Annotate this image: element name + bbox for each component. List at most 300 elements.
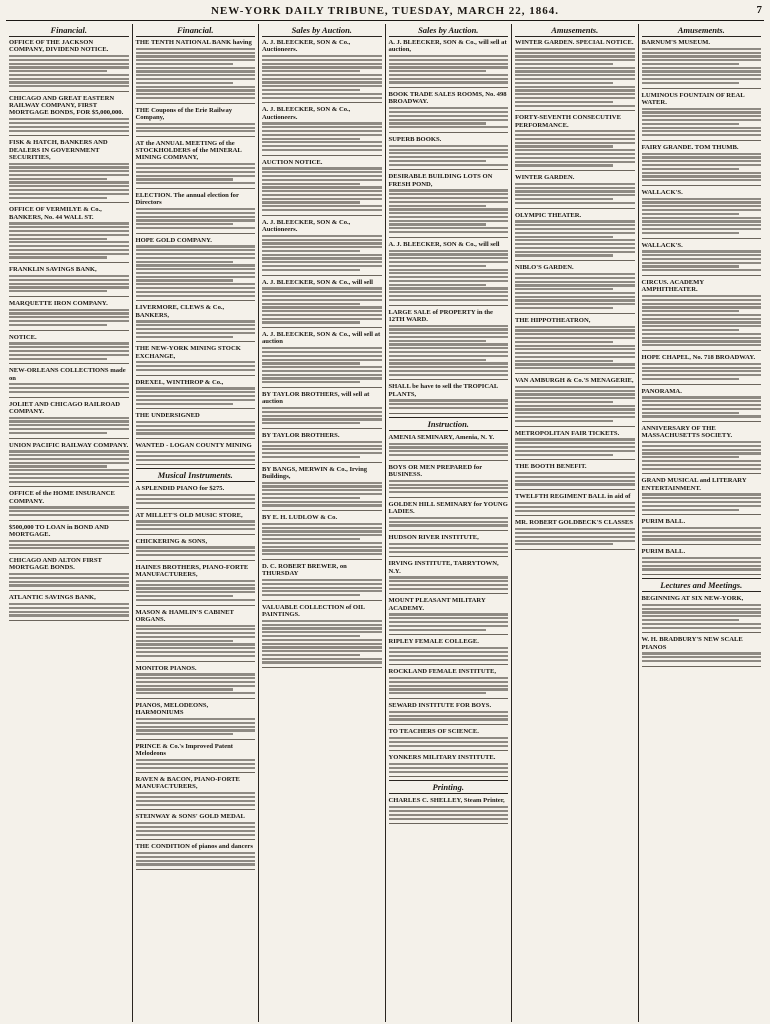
section-subheading: Printing. <box>389 780 509 794</box>
text-line <box>389 613 509 615</box>
column-3 <box>259 24 386 1022</box>
text-line <box>515 438 635 440</box>
text-line <box>642 160 762 162</box>
advertisement-title: PANORAMA. <box>641 387 682 395</box>
text-line <box>136 520 256 522</box>
text-line <box>262 126 382 128</box>
text-line <box>389 711 509 713</box>
text-line <box>262 261 382 263</box>
advertisement-block <box>642 425 762 474</box>
text-line <box>262 306 382 308</box>
text-line <box>9 391 129 393</box>
advertisement-title: THE UNDERSIGNED <box>135 412 200 420</box>
advertisement-body-text <box>642 198 762 234</box>
advertisement-title: MASON & HAMLIN'S CABINET ORGANS. <box>135 608 234 623</box>
text-line <box>136 283 256 285</box>
advertisement-block <box>262 159 382 216</box>
text-line <box>262 201 360 203</box>
advertisement-title: A. J. BLEECKER, SON & Co., will sell at auction <box>262 331 381 346</box>
advertisement-title: A. J. BLEECKER, SON & Co., Auctioneers. <box>262 39 351 54</box>
advertisement-title: ATLANTIC SAVINGS BANK, <box>9 594 96 602</box>
advertisement-title: RAVEN & BACON, PIANO-FORTE MANUFACTURERS, <box>135 776 240 791</box>
text-line <box>136 800 256 802</box>
advertisement-body-text <box>642 108 762 137</box>
text-line <box>262 55 382 57</box>
text-line <box>262 489 382 491</box>
advertisement-body-text <box>389 647 509 661</box>
advertisement-body-text <box>389 250 509 301</box>
text-line <box>9 607 129 609</box>
advertisement-body-text <box>642 48 762 84</box>
text-line <box>642 262 762 264</box>
text-line <box>262 407 382 409</box>
text-line <box>389 629 487 631</box>
text-line <box>9 514 129 516</box>
text-line <box>642 374 762 376</box>
advertisement-title: BARNUM'S MUSEUM. <box>641 39 711 46</box>
text-line <box>9 603 129 605</box>
text-line <box>136 216 256 218</box>
text-line <box>9 290 107 292</box>
text-line <box>642 153 762 155</box>
advertisement-block <box>515 377 635 427</box>
advertisement-title: LIVERMORE, CLEWS & Co., BANKERS, <box>135 304 225 319</box>
advertisement-body-text <box>136 520 256 530</box>
advertisement-title: THE TENTH NATIONAL BANK having <box>135 39 252 46</box>
text-line <box>642 201 762 203</box>
text-line <box>262 63 382 65</box>
text-line <box>515 97 635 99</box>
text-line <box>262 66 382 68</box>
text-line <box>262 631 382 633</box>
advertisement-title: CIRCUS. ACADEMY AMPHITHEATER. <box>641 279 704 294</box>
advertisement-block <box>515 519 635 550</box>
text-line <box>136 399 256 401</box>
text-line <box>136 219 256 221</box>
advertisement-block <box>389 702 509 725</box>
text-line <box>389 220 509 222</box>
advertisement-block <box>136 412 256 439</box>
text-line <box>389 366 509 368</box>
text-line <box>262 452 382 454</box>
text-line <box>9 320 129 322</box>
text-line <box>389 763 509 765</box>
text-line <box>642 468 762 470</box>
text-line <box>9 241 129 243</box>
text-line <box>262 546 382 548</box>
text-line <box>389 443 509 445</box>
text-line <box>642 660 762 662</box>
text-line <box>642 209 762 211</box>
advertisement-title: AMENIA SEMINARY, Amenia, N. Y. <box>388 433 495 441</box>
text-line <box>515 352 635 354</box>
advertisement-body-text <box>389 543 509 553</box>
text-line <box>515 70 635 72</box>
text-line <box>9 189 129 191</box>
advertisement-block <box>136 379 256 410</box>
text-line <box>136 182 256 184</box>
text-line <box>136 123 256 125</box>
advertisement-block <box>389 728 509 751</box>
advertisement-block <box>389 136 509 170</box>
text-line <box>515 247 635 249</box>
text-line <box>136 856 256 858</box>
text-line <box>515 405 635 407</box>
text-line <box>262 186 382 188</box>
text-line <box>515 220 635 222</box>
advertisement-block <box>389 560 509 594</box>
advertisement-body-text <box>262 482 382 507</box>
text-line <box>515 284 635 286</box>
advertisement-body-text <box>642 441 762 470</box>
text-line <box>642 205 762 207</box>
advertisement-body-text <box>262 579 382 596</box>
text-line <box>642 656 762 658</box>
text-line <box>642 232 740 234</box>
advertisement-title: D. C. ROBERT BREWER, on THURSDAY <box>262 562 347 578</box>
text-line <box>389 55 509 57</box>
advertisement-title: BY TAYLOR BROTHERS, will sell at auction <box>262 391 370 406</box>
advertisement-body-text <box>515 386 635 422</box>
text-line <box>262 497 360 499</box>
text-line <box>136 287 256 289</box>
advertisement-body-text <box>136 718 256 735</box>
text-line <box>515 393 635 395</box>
advertisement-body-text <box>136 546 256 556</box>
advertisement-block <box>136 345 256 375</box>
text-line <box>136 792 256 794</box>
text-line <box>262 639 382 641</box>
text-line <box>136 227 256 229</box>
text-line <box>136 63 234 65</box>
text-line <box>136 324 256 326</box>
advertisement-body-text <box>262 167 382 211</box>
advertisement-block <box>9 266 129 297</box>
text-line <box>515 134 635 136</box>
text-line <box>389 399 509 401</box>
text-line <box>389 78 509 80</box>
text-line <box>262 239 382 241</box>
text-line <box>515 105 635 107</box>
advertisement-block <box>9 206 129 263</box>
text-line <box>389 261 509 263</box>
text-line <box>642 123 740 125</box>
advertisement-block <box>642 548 762 575</box>
text-line <box>389 70 487 72</box>
text-line <box>9 540 129 542</box>
advertisement-body-text <box>9 383 129 393</box>
advertisement-block <box>262 39 382 103</box>
text-line <box>389 197 509 199</box>
text-line <box>389 107 509 109</box>
text-line <box>515 232 635 234</box>
text-line <box>389 588 509 590</box>
text-line <box>9 78 129 80</box>
text-line <box>515 142 635 144</box>
text-line <box>642 295 762 297</box>
advertisement-title: LARGE SALE of PROPERTY in the 12TH WARD. <box>388 308 493 323</box>
text-line <box>9 324 107 326</box>
advertisement-title: DREXEL, WINTHROP & Co., <box>135 378 224 386</box>
advertisement-body-text <box>136 625 256 657</box>
text-line <box>136 595 234 597</box>
text-line <box>262 501 382 503</box>
text-line <box>136 74 256 76</box>
text-line <box>262 167 382 169</box>
text-line <box>9 469 129 471</box>
advertisement-title: A SPLENDID PIANO for $275. <box>135 485 225 493</box>
text-line <box>9 126 129 128</box>
text-line <box>389 580 509 582</box>
text-line <box>9 55 129 57</box>
text-line <box>262 81 382 83</box>
column-1 <box>6 24 133 1022</box>
text-line <box>136 167 256 169</box>
text-line <box>389 517 509 519</box>
advertisement-body-text <box>9 118 129 132</box>
advertisement-body-text <box>136 759 256 769</box>
text-line <box>515 390 635 392</box>
advertisement-block <box>136 140 256 189</box>
text-line <box>136 279 234 281</box>
advertisement-block <box>642 144 762 186</box>
text-line <box>515 329 635 331</box>
text-line <box>642 509 740 511</box>
text-line <box>136 89 256 91</box>
text-line <box>389 524 509 526</box>
advertisement-body-text <box>515 472 635 486</box>
advertisement-block <box>136 39 256 104</box>
text-line <box>642 321 762 323</box>
text-line <box>9 234 129 236</box>
advertisement-body-text <box>389 189 509 233</box>
advertisement-body-text <box>262 347 382 383</box>
advertisement-title: VALUABLE COLLECTION of OIL PAINTINGS. <box>262 603 365 619</box>
text-line <box>642 258 762 260</box>
text-line <box>136 722 256 724</box>
text-line <box>515 292 635 294</box>
text-line <box>262 265 382 267</box>
text-line <box>642 130 762 132</box>
advertisement-title: JOLIET AND CHICAGO RAILROAD COMPANY. <box>9 400 121 415</box>
text-line <box>262 303 360 305</box>
column-heading: Sales by Auction. <box>262 24 382 37</box>
text-line <box>389 265 487 267</box>
text-line <box>389 737 509 739</box>
text-line <box>262 523 382 525</box>
advertisement-title: GOLDEN HILL SEMINARY for YOUNG LADIES. <box>388 500 508 516</box>
text-line <box>136 651 256 653</box>
section-subheading: Lectures and Meetings. <box>642 578 762 592</box>
advertisement-body-text <box>136 421 256 435</box>
advertisement-block <box>136 485 256 508</box>
text-line <box>262 74 382 76</box>
text-line <box>9 85 129 87</box>
advertisement-body-text <box>642 557 762 571</box>
text-line <box>642 501 762 503</box>
text-line <box>515 130 635 132</box>
text-line <box>9 450 129 452</box>
text-line <box>389 205 487 207</box>
text-line <box>9 230 129 232</box>
advertisement-title: GRAND MUSICAL and LITERARY ENTERTAINMENT. <box>641 477 747 492</box>
text-line <box>515 363 635 365</box>
advertisement-title: PIANOS, MELODEONS, HARMONIUMS <box>135 702 209 717</box>
text-line <box>136 291 256 293</box>
text-line <box>136 763 256 765</box>
column-heading: Amusements. <box>642 24 762 37</box>
text-line <box>642 531 762 533</box>
advertisement-block <box>642 189 762 239</box>
text-line <box>262 97 382 99</box>
advertisement-body-text <box>262 523 382 555</box>
text-line <box>642 224 762 226</box>
text-line <box>136 804 256 806</box>
advertisement-body-text <box>389 107 509 128</box>
advertisement-title: TWELFTH REGIMENT BALL in aid of <box>515 493 631 501</box>
text-line <box>262 250 360 252</box>
text-line <box>136 834 256 836</box>
text-line <box>642 172 762 174</box>
text-line <box>642 415 762 417</box>
column-heading: Sales by Auction. <box>389 24 509 37</box>
text-line <box>642 115 762 117</box>
text-line <box>515 138 635 140</box>
text-line <box>136 726 256 728</box>
text-line <box>389 491 509 493</box>
text-line <box>389 325 509 327</box>
text-line <box>515 273 635 275</box>
advertisement-block <box>389 668 509 699</box>
text-line <box>262 134 382 136</box>
text-line <box>262 269 360 271</box>
text-line <box>136 253 256 255</box>
text-line <box>642 449 762 451</box>
text-line <box>642 535 762 537</box>
text-line <box>389 145 509 147</box>
advertisement-block <box>389 39 509 88</box>
text-line <box>389 677 509 679</box>
text-line <box>136 860 256 862</box>
text-line <box>262 175 382 177</box>
advertisement-title: TO TEACHERS OF SCIENCE. <box>388 728 479 736</box>
text-line <box>389 156 509 158</box>
text-line <box>262 643 382 645</box>
text-line <box>136 67 256 69</box>
advertisement-block <box>515 317 635 374</box>
text-line <box>515 74 635 76</box>
advertisement-body-text <box>515 220 635 256</box>
text-line <box>262 590 382 592</box>
masthead-title: NEW-YORK DAILY TRIBUNE, TUESDAY, MARCH 22, 1864. <box>210 5 560 17</box>
advertisement-title: MR. ROBERT GOLDBECK'S CLASSES <box>515 519 633 527</box>
text-line <box>262 314 382 316</box>
text-line <box>9 547 129 549</box>
text-line <box>262 594 360 596</box>
text-line <box>136 677 256 679</box>
advertisement-title: OFFICE OF VERMILYE & Co., BANKERS, No. 44 WALL ST. <box>9 206 102 221</box>
text-line <box>389 407 509 409</box>
text-line <box>642 314 762 316</box>
text-line <box>642 318 762 320</box>
text-line <box>515 228 635 230</box>
advertisement-block <box>389 173 509 237</box>
advertisement-block <box>262 466 382 511</box>
text-line <box>9 81 129 83</box>
text-line <box>9 170 129 172</box>
text-line <box>515 296 635 298</box>
advertisement-body-text <box>515 438 635 455</box>
text-line <box>262 359 382 361</box>
advertisement-body-text <box>515 528 635 545</box>
text-line <box>515 82 613 84</box>
text-line <box>389 332 509 334</box>
text-line <box>515 333 635 335</box>
advertisement-body-text <box>642 604 762 629</box>
text-line <box>642 127 762 129</box>
advertisement-body-text <box>136 48 256 99</box>
text-line <box>9 432 107 434</box>
text-line <box>262 654 360 656</box>
text-line <box>642 67 762 69</box>
advertisement-body-text <box>262 122 382 151</box>
column-4 <box>386 24 513 1022</box>
text-line <box>389 771 509 773</box>
text-line <box>136 599 256 601</box>
advertisement-body-text <box>389 399 509 409</box>
text-line <box>262 235 382 237</box>
text-line <box>136 55 256 57</box>
text-line <box>136 369 256 371</box>
advertisement-title: A. J. BLEECKER, SON & Co., Auctioneers. <box>262 106 351 121</box>
advertisement-block <box>136 813 256 840</box>
text-line <box>9 122 129 124</box>
text-line <box>262 530 382 532</box>
text-line <box>389 276 509 278</box>
text-line <box>642 370 762 372</box>
text-line <box>136 403 234 405</box>
text-line <box>389 688 509 690</box>
text-line <box>642 404 762 406</box>
advertisement-block <box>389 638 509 665</box>
text-line <box>262 59 382 61</box>
text-line <box>9 309 129 311</box>
text-line <box>389 208 509 210</box>
column-6 <box>639 24 765 1022</box>
text-line <box>642 611 762 613</box>
text-line <box>9 581 129 583</box>
advertisement-title: SEWARD INSTITUTE FOR BOYS. <box>388 702 492 709</box>
text-line <box>262 141 382 143</box>
advertisement-body-text <box>9 309 129 326</box>
text-line <box>262 78 382 80</box>
advertisement-body-text <box>136 580 256 601</box>
text-line <box>642 538 762 540</box>
text-line <box>642 363 762 365</box>
text-line <box>515 187 635 189</box>
text-line <box>642 493 762 495</box>
advertisement-block <box>9 95 129 136</box>
advertisement-block <box>9 139 129 203</box>
advertisement-body-text <box>9 573 129 587</box>
advertisement-block <box>262 604 382 668</box>
advertisement-block <box>136 843 256 870</box>
text-line <box>389 351 509 353</box>
text-line <box>389 543 509 545</box>
text-line <box>642 111 762 113</box>
text-line <box>9 424 129 426</box>
text-line <box>9 130 129 132</box>
